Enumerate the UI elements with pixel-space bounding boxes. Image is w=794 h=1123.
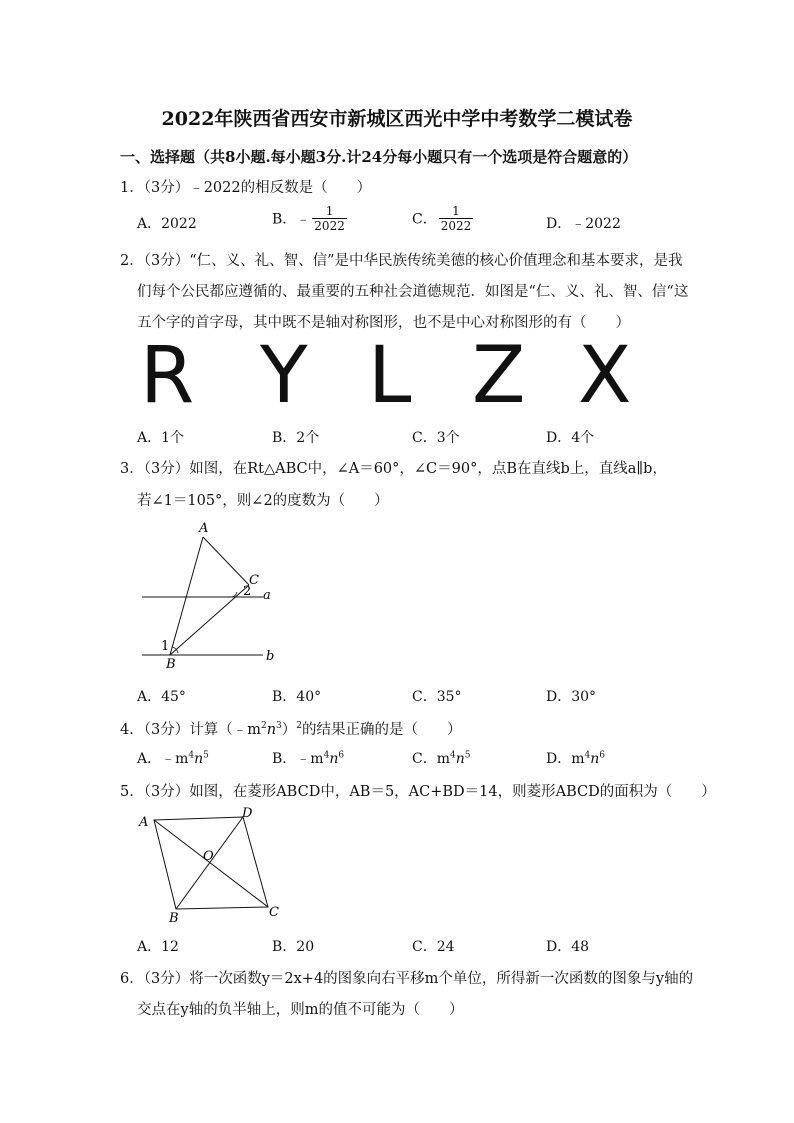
q4-a-base: A．﹣m xyxy=(137,751,189,767)
q2-option-a: A．1个 xyxy=(137,430,185,446)
q4-a-n: n xyxy=(194,751,204,767)
q2-option-c: C．3个 xyxy=(412,430,460,446)
label-a-vertex: A xyxy=(199,521,209,536)
letter-x: X xyxy=(578,331,632,421)
question-6-line-2: 交点在y轴的负半轴上，则m的值不可能为（ ） xyxy=(137,1002,464,1018)
q4-paren: ） xyxy=(281,722,297,738)
q3-option-d: D．30° xyxy=(546,689,597,705)
q3-option-a: A．45° xyxy=(137,689,186,705)
q4-option-d xyxy=(546,748,605,768)
label-angle-1: 1 xyxy=(161,639,170,654)
segment-ac xyxy=(203,537,249,585)
q1-option-d: D．﹣2022 xyxy=(546,216,621,232)
label-c-vertex: C xyxy=(249,573,259,588)
segment-bc xyxy=(170,584,252,655)
rhombus-figure xyxy=(130,803,290,928)
page-title: 2022年陕西省西安市新城区西光中学中考数学二模试卷 xyxy=(161,108,633,130)
letters-figure xyxy=(140,331,640,421)
q1-option-b xyxy=(272,204,347,233)
q4-stem-post: 的结果正确的是（ ） xyxy=(302,722,462,738)
q4-c-base: C．m xyxy=(412,751,450,767)
q4-exp-n: 3 xyxy=(276,721,282,732)
q4-d-n: n xyxy=(590,751,600,767)
q4-a-exp2: 5 xyxy=(203,750,209,761)
q1-option-b-fraction xyxy=(312,204,347,233)
question-5-stem: 5．（3分）如图，在菱形ABCD中，AB＝5，AC+BD＝14，则菱形ABCD的面积为（ ） xyxy=(120,784,716,800)
label-a: A xyxy=(139,815,149,830)
label-c: C xyxy=(269,905,279,920)
question-2-line-2: 们每个公民都应遵循的、最重要的五种社会道德规范．如图是“仁、义、礼、智、信“这 xyxy=(137,284,689,300)
label-angle-2: 2 xyxy=(243,584,252,599)
q4-d-base: D．m xyxy=(546,751,585,767)
q1-b-denominator: 2022 xyxy=(314,219,345,233)
q1-c-denominator: 2022 xyxy=(440,219,472,233)
q2-option-d: D．4个 xyxy=(546,430,595,446)
q2-option-b: B．2个 xyxy=(272,430,320,446)
q1-c-numerator: 1 xyxy=(452,204,460,218)
q4-c-exp2: 5 xyxy=(464,750,471,761)
q4-var-n: n xyxy=(266,722,277,738)
q4-b-base: B．﹣m xyxy=(272,751,324,767)
q4-d-exp2: 6 xyxy=(599,750,605,761)
q1-option-c-prefix: C． xyxy=(412,211,437,228)
q5-option-a: A．12 xyxy=(137,939,179,955)
q1-option-c-fraction xyxy=(439,204,474,233)
q4-option-c xyxy=(412,748,471,768)
q1-option-b-prefix: B．﹣ xyxy=(272,211,311,228)
label-o: O xyxy=(203,849,214,864)
q4-a-exp1: 4 xyxy=(188,750,195,761)
question-2-line-3: 五个字的首字母，其中既不是轴对称图形，也不是中心对称图形的有（ ） xyxy=(137,315,630,331)
q4-c-n: n xyxy=(455,751,465,767)
letter-y: Y xyxy=(260,331,308,421)
triangle-parallel-lines-figure xyxy=(130,515,290,675)
label-b-vertex: B xyxy=(166,657,176,672)
question-2-line-1: 2．（3分）“仁、义、礼、智、信”是中华民族传统美德的核心价值理念和基本要求，是我 xyxy=(120,253,683,269)
label-b: B xyxy=(169,911,179,926)
q1-b-numerator: 1 xyxy=(325,204,334,218)
q5-option-c: C．24 xyxy=(412,939,455,955)
label-d: D xyxy=(242,806,253,821)
q4-d-exp1: 4 xyxy=(584,750,591,761)
segment-ab xyxy=(170,537,203,655)
q4-b-n: n xyxy=(329,751,339,767)
q4-b-exp2: 6 xyxy=(338,750,345,761)
section-heading: 一、选择题（共8小题.每小题3分.计24分每小题只有一个选项是符合题意的） xyxy=(120,148,638,166)
q4-b-exp1: 4 xyxy=(323,750,330,761)
letter-z: Z xyxy=(472,331,526,421)
question-6-line-1: 6．（3分）将一次函数y＝2x+4的图象向右平移m个单位，所得新一次函数的图象与y轴的 xyxy=(120,971,694,987)
label-line-a: a xyxy=(263,588,271,603)
question-4-stem xyxy=(120,718,462,739)
letter-l: L xyxy=(368,331,412,421)
q1-option-c xyxy=(412,204,473,233)
q4-exp-outer: 2 xyxy=(296,721,302,732)
q4-option-a xyxy=(137,748,209,768)
q5-option-d: D．48 xyxy=(546,939,590,955)
question-1-stem: 1．（3分）﹣2022的相反数是（ ） xyxy=(120,180,372,196)
q4-stem-pre: 4．（3分）计算（﹣m xyxy=(120,722,261,738)
q3-option-c: C．35° xyxy=(412,689,462,705)
question-3-line-2: 若∠1＝105°，则∠2的度数为（ ） xyxy=(137,493,389,509)
q1-option-a: A．2022 xyxy=(137,216,197,232)
q4-exp-m: 2 xyxy=(260,721,267,732)
letter-r: R xyxy=(140,331,195,421)
q4-c-exp1: 4 xyxy=(450,750,456,761)
q5-option-b: B．20 xyxy=(272,939,315,955)
q4-option-b xyxy=(272,748,344,768)
q3-option-b: B．40° xyxy=(272,689,322,705)
label-line-b: b xyxy=(266,649,275,664)
question-3-line-1: 3．（3分）如图，在Rt△ABC中，∠A＝60°，∠C＝90°，点B在直线b上，直线a∥b， xyxy=(120,461,667,477)
